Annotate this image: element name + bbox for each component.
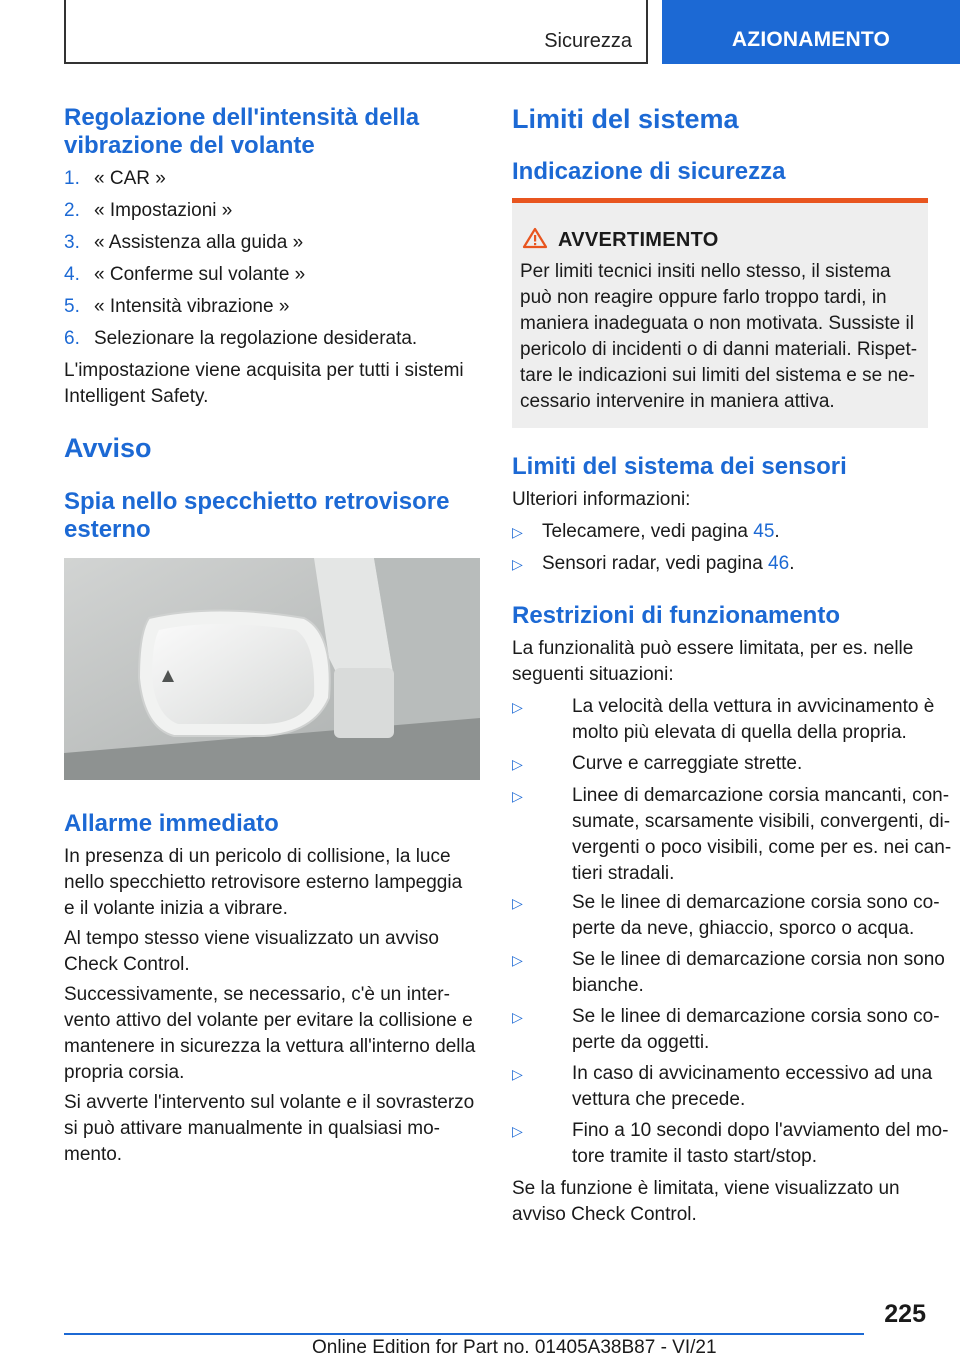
situation-text: Se le linee di demarcazione corsia sono coperte da neve, ghiaccio, sporco o acqua. xyxy=(572,892,940,939)
page-link[interactable]: 45 xyxy=(753,521,775,542)
bullet-triangle-icon: ▷ xyxy=(512,1123,523,1139)
situation-item xyxy=(512,947,945,999)
paragraph-ulteriori: Ulteriori informazioni: xyxy=(512,489,691,510)
heading-sensori: Limiti del sistema dei sensori xyxy=(512,453,847,480)
heading-regolazione: Regolazione dell'intensità della vibrazione del volante xyxy=(64,104,420,159)
header-chapter: AZIONAMENTO xyxy=(731,28,891,51)
step-item xyxy=(64,262,476,288)
step-number: 6. xyxy=(64,328,80,349)
warning-box xyxy=(512,198,928,428)
warning-body: Per limiti tecnici insiti nello stesso, il sistema può non reagire oppure farlo troppo tardi, in maniera inadeguata o non motivata. Sussiste il pericolo di incidenti o di danni materiali. Rispettare le indicazioni sui limiti del sistema e se necessario intervenire in maniera attiva. xyxy=(520,261,918,412)
header-chapter-tab xyxy=(662,0,960,64)
paragraph-allarme-3: Successivamente, se necessario, c'è un intervento attivo del volante per evitare la collisione e mantenere in sicurezza la vettura all'interno della propria corsia. xyxy=(64,984,476,1083)
situation-text: Se le linee di demarcazione corsia non sono bianche. xyxy=(572,949,945,996)
situation-text: Fino a 10 secondi dopo l'avviamento del motore tramite il tasto start/stop. xyxy=(572,1120,949,1167)
situation-item xyxy=(512,694,935,746)
heading-allarme: Allarme immediato xyxy=(64,810,279,837)
step-item xyxy=(64,166,476,192)
mirror-photo xyxy=(64,558,480,780)
step-number: 1. xyxy=(64,168,80,189)
step-number: 2. xyxy=(64,200,80,221)
situation-item xyxy=(512,1118,949,1170)
bullet-triangle-icon: ▷ xyxy=(512,524,523,540)
bullet-triangle-icon: ▷ xyxy=(512,556,523,572)
header-section: Sicurezza xyxy=(544,30,632,52)
footer-edition: Online Edition for Part no. 01405A38B87 - VI/21 xyxy=(312,1337,717,1358)
step-item xyxy=(64,294,476,320)
situation-item xyxy=(512,751,928,777)
step-text: « Assistenza alla guida » xyxy=(94,232,304,253)
heading-avviso: Avviso xyxy=(64,433,152,463)
heading-restrizioni: Restrizioni di funzionamento xyxy=(512,602,840,629)
step-number: 5. xyxy=(64,296,80,317)
warning-title: AVVERTIMENTO xyxy=(558,229,719,251)
bullet-triangle-icon: ▷ xyxy=(512,1009,523,1025)
heading-limiti: Limiti del sistema xyxy=(512,104,739,134)
step-number: 3. xyxy=(64,232,80,253)
bullet-triangle-icon: ▷ xyxy=(512,1066,523,1082)
bullet-triangle-icon: ▷ xyxy=(512,788,523,804)
paragraph-allarme-1: In presenza di un pericolo di collisione, la luce nello specchietto retrovisore esterno lampeggia e il volante inizia a vibrare. xyxy=(64,846,463,919)
paragraph-allarme-2: Al tempo stesso viene visualizzato un avviso Check Control. xyxy=(64,928,439,975)
situation-item xyxy=(512,890,940,942)
situation-text: Curve e carreggiate strette. xyxy=(572,753,803,774)
step-item xyxy=(64,230,476,256)
heading-indicazione: Indicazione di sicurezza xyxy=(512,158,786,185)
paragraph-limitata: Se la funzione è limitata, viene visualizzato un avviso Check Control. xyxy=(512,1178,900,1225)
page-number: 225 xyxy=(884,1300,926,1328)
warning-triangle-icon xyxy=(522,227,548,249)
page-link[interactable]: 46 xyxy=(768,553,790,574)
situation-text: La velocità della vettura in avvicinamento è molto più elevata di quella della propria. xyxy=(572,696,935,743)
situation-item xyxy=(512,1004,940,1056)
footer-rule xyxy=(64,1333,864,1335)
mirror-illustration xyxy=(64,558,480,780)
situation-item xyxy=(512,783,952,887)
reference-text xyxy=(542,551,928,577)
step-item xyxy=(64,198,476,224)
header-section-box xyxy=(64,0,648,64)
bullet-triangle-icon: ▷ xyxy=(512,756,523,772)
reference-end: . xyxy=(789,553,795,574)
step-text: « Impostazioni » xyxy=(94,200,233,221)
reference-item xyxy=(512,551,928,577)
heading-spia: Spia nello specchietto retrovisore esterno xyxy=(64,488,450,543)
reference-label: Sensori radar, vedi pagina xyxy=(542,553,769,574)
reference-label: Telecamere, vedi pagina xyxy=(542,521,754,542)
step-item xyxy=(64,326,476,352)
bullet-triangle-icon: ▷ xyxy=(512,895,523,911)
bullet-triangle-icon: ▷ xyxy=(512,952,523,968)
reference-text xyxy=(542,519,928,545)
situation-text: Linee di demarcazione corsia mancanti, consumate, scarsamente visibili, convergenti, divergenti o poco visibili, come per es. nei cantieri stradali. xyxy=(572,785,952,884)
situation-text: Se le linee di demarcazione corsia sono coperte da oggetti. xyxy=(572,1006,940,1053)
step-text: « CAR » xyxy=(94,168,166,189)
bullet-triangle-icon: ▷ xyxy=(512,699,523,715)
situation-item xyxy=(512,1061,933,1113)
step-text: « Intensità vibrazione » xyxy=(94,296,290,317)
situation-text: In caso di avvicinamento eccessivo ad una vettura che precede. xyxy=(572,1063,933,1110)
step-number: 4. xyxy=(64,264,80,285)
reference-end: . xyxy=(774,521,780,542)
paragraph-impostazione: L'impostazione viene acquisita per tutti i sistemi Intelligent Safety. xyxy=(64,360,464,407)
step-text: Selezionare la regolazione desiderata. xyxy=(94,328,418,349)
step-text: « Conferme sul volante » xyxy=(94,264,306,285)
paragraph-allarme-4: Si avverte l'intervento sul volante e il sovrasterzo si può attivare manualmente in qualsiasi momento. xyxy=(64,1092,475,1165)
reference-item xyxy=(512,519,928,545)
paragraph-funzionalita: La funzionalità può essere limitata, per es. nelle seguenti situazioni: xyxy=(512,638,914,685)
